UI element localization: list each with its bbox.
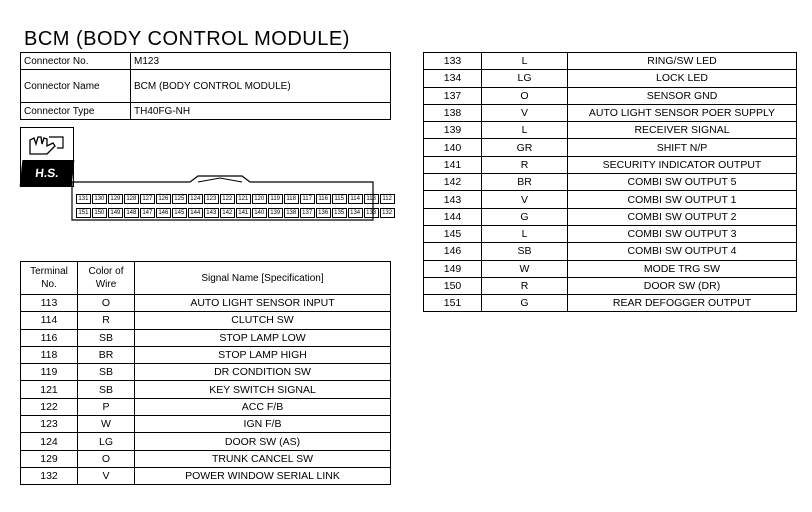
connector-pin: 112 [380,194,395,204]
color-cell: L [482,225,568,242]
color-cell: V [482,191,568,208]
terminal-cell: 140 [424,139,482,156]
connector-pin: 138 [284,208,299,218]
color-cell: O [78,450,135,467]
color-cell: V [482,104,568,121]
connector-pin: 132 [380,208,395,218]
connector-pin: 142 [220,208,235,218]
connector-pin: 133 [364,208,379,218]
signal-cell: COMBI SW OUTPUT 3 [568,225,797,242]
connector-no-label: Connector No. [21,53,131,70]
color-cell: O [78,295,135,312]
table-row [424,208,797,225]
connector-pin: 126 [156,194,171,204]
terminal-cell: 118 [21,346,78,363]
table-row [424,156,797,173]
color-cell: O [482,87,568,104]
connector-pin: 131 [76,194,91,204]
table-row [21,329,391,346]
signal-cell: POWER WINDOW SERIAL LINK [135,467,391,484]
table-row [21,450,391,467]
terminal-cell: 138 [424,104,482,121]
connector-pin: 145 [172,208,187,218]
color-cell: P [78,398,135,415]
header-terminal: Terminal No. [21,262,78,295]
table-row [21,398,391,415]
color-cell: SB [78,364,135,381]
connector-pin: 123 [204,194,219,204]
header-signal: Signal Name [Specification] [135,262,391,295]
connector-pin: 135 [332,208,347,218]
color-cell: G [482,295,568,312]
table-row [424,104,797,121]
connector-type-label: Connector Type [21,103,131,120]
table-row [424,277,797,294]
connector-pin: 128 [124,194,139,204]
signal-cell: STOP LAMP HIGH [135,346,391,363]
table-row [424,122,797,139]
color-cell: R [482,156,568,173]
connector-pin: 148 [124,208,139,218]
connector-type-value: TH40FG-NH [131,103,391,120]
table-row [21,295,391,312]
signal-cell: TRUNK CANCEL SW [135,450,391,467]
signal-cell: COMBI SW OUTPUT 2 [568,208,797,225]
signal-cell: COMBI SW OUTPUT 4 [568,243,797,260]
connector-pin: 113 [364,194,379,204]
terminal-cell: 113 [21,295,78,312]
connector-pin: 140 [252,208,267,218]
table-row [424,225,797,242]
terminal-cell: 121 [21,381,78,398]
terminal-cell: 116 [21,329,78,346]
table-row [424,243,797,260]
signal-cell: RING/SW LED [568,53,797,70]
signal-cell: IGN F/B [135,416,391,433]
color-cell: V [78,467,135,484]
hs-harness-side-icon [20,127,74,187]
signal-cell: SECURITY INDICATOR OUTPUT [568,156,797,173]
connector-pin: 137 [300,208,315,218]
color-cell: GR [482,139,568,156]
terminal-table-left [20,261,391,485]
table-row [424,174,797,191]
connector-pin: 149 [108,208,123,218]
signal-cell: RECEIVER SIGNAL [568,122,797,139]
connector-pin: 119 [268,194,283,204]
color-cell: LG [482,70,568,87]
page-title: BCM (BODY CONTROL MODULE) [24,28,350,50]
connector-pin: 121 [236,194,251,204]
terminal-cell: 123 [21,416,78,433]
table-row [424,139,797,156]
signal-cell: COMBI SW OUTPUT 5 [568,174,797,191]
terminal-cell: 144 [424,208,482,225]
connector-name-label: Connector Name [21,70,131,103]
color-cell: R [482,277,568,294]
color-cell: R [78,312,135,329]
connector-pin: 122 [220,194,235,204]
color-cell: L [482,122,568,139]
table-row [21,312,391,329]
connector-pin: 150 [92,208,107,218]
signal-cell: LOCK LED [568,70,797,87]
table-row [424,260,797,277]
connector-pin: 144 [188,208,203,218]
table-row [21,381,391,398]
terminal-cell: 124 [21,433,78,450]
signal-cell: CLUTCH SW [135,312,391,329]
signal-cell: ACC F/B [135,398,391,415]
signal-cell: DOOR SW (AS) [135,433,391,450]
connector-pin: 125 [172,194,187,204]
connector-pin: 115 [332,194,347,204]
table-row [21,433,391,450]
signal-cell: COMBI SW OUTPUT 1 [568,191,797,208]
terminal-cell: 139 [424,122,482,139]
signal-cell: SHIFT N/P [568,139,797,156]
connector-info-table [20,52,391,120]
terminal-cell: 142 [424,174,482,191]
connector-pin: 124 [188,194,203,204]
terminal-cell: 134 [424,70,482,87]
connector-pin: 116 [316,194,331,204]
signal-cell: SENSOR GND [568,87,797,104]
signal-cell: AUTO LIGHT SENSOR POER SUPPLY [568,104,797,121]
header-color: Color of Wire [78,262,135,295]
connector-pin: 117 [300,194,315,204]
color-cell: BR [482,174,568,191]
table-row [424,87,797,104]
terminal-cell: 119 [21,364,78,381]
terminal-cell: 137 [424,87,482,104]
color-cell: W [78,416,135,433]
connector-pin: 130 [92,194,107,204]
color-cell: LG [78,433,135,450]
connector-pin: 147 [140,208,155,218]
color-cell: G [482,208,568,225]
terminal-cell: 143 [424,191,482,208]
connector-pin: 114 [348,194,363,204]
terminal-cell: 141 [424,156,482,173]
color-cell: L [482,53,568,70]
signal-cell: DOOR SW (DR) [568,277,797,294]
terminal-table-right [423,52,797,312]
table-row [21,346,391,363]
color-cell: SB [78,381,135,398]
terminal-cell: 133 [424,53,482,70]
terminal-cell: 146 [424,243,482,260]
signal-cell: KEY SWITCH SIGNAL [135,381,391,398]
terminal-cell: 122 [21,398,78,415]
table-row [21,467,391,484]
color-cell: W [482,260,568,277]
table-row [424,191,797,208]
connector-pin: 141 [236,208,251,218]
signal-cell: AUTO LIGHT SENSOR INPUT [135,295,391,312]
terminal-cell: 151 [424,295,482,312]
connector-pin: 134 [348,208,363,218]
connector-name-value: BCM (BODY CONTROL MODULE) [131,70,391,103]
color-cell: BR [78,346,135,363]
table-row [424,53,797,70]
connector-pin: 127 [140,194,155,204]
color-cell: SB [78,329,135,346]
terminal-cell: 150 [424,277,482,294]
table-row [424,70,797,87]
connector-no-value: M123 [131,53,391,70]
connector-pin: 151 [76,208,91,218]
connector-pin: 139 [268,208,283,218]
terminal-cell: 132 [21,467,78,484]
terminal-cell: 149 [424,260,482,277]
signal-cell: STOP LAMP LOW [135,329,391,346]
signal-cell: REAR DEFOGGER OUTPUT [568,295,797,312]
table-row [21,364,391,381]
table-row [21,416,391,433]
terminal-cell: 114 [21,312,78,329]
connector-pin: 136 [316,208,331,218]
connector-pin: 120 [252,194,267,204]
color-cell: SB [482,243,568,260]
signal-cell: MODE TRG SW [568,260,797,277]
connector-pin: 146 [156,208,171,218]
signal-cell: DR CONDITION SW [135,364,391,381]
hand-icon [27,134,67,156]
table-row [424,295,797,312]
connector-pin: 143 [204,208,219,218]
hs-label: H.S. [20,160,75,186]
terminal-cell: 145 [424,225,482,242]
terminal-cell: 129 [21,450,78,467]
connector-pin-row-2 [76,208,396,218]
connector-pin-row-1 [76,194,396,204]
connector-pin: 129 [108,194,123,204]
connector-pin: 118 [284,194,299,204]
